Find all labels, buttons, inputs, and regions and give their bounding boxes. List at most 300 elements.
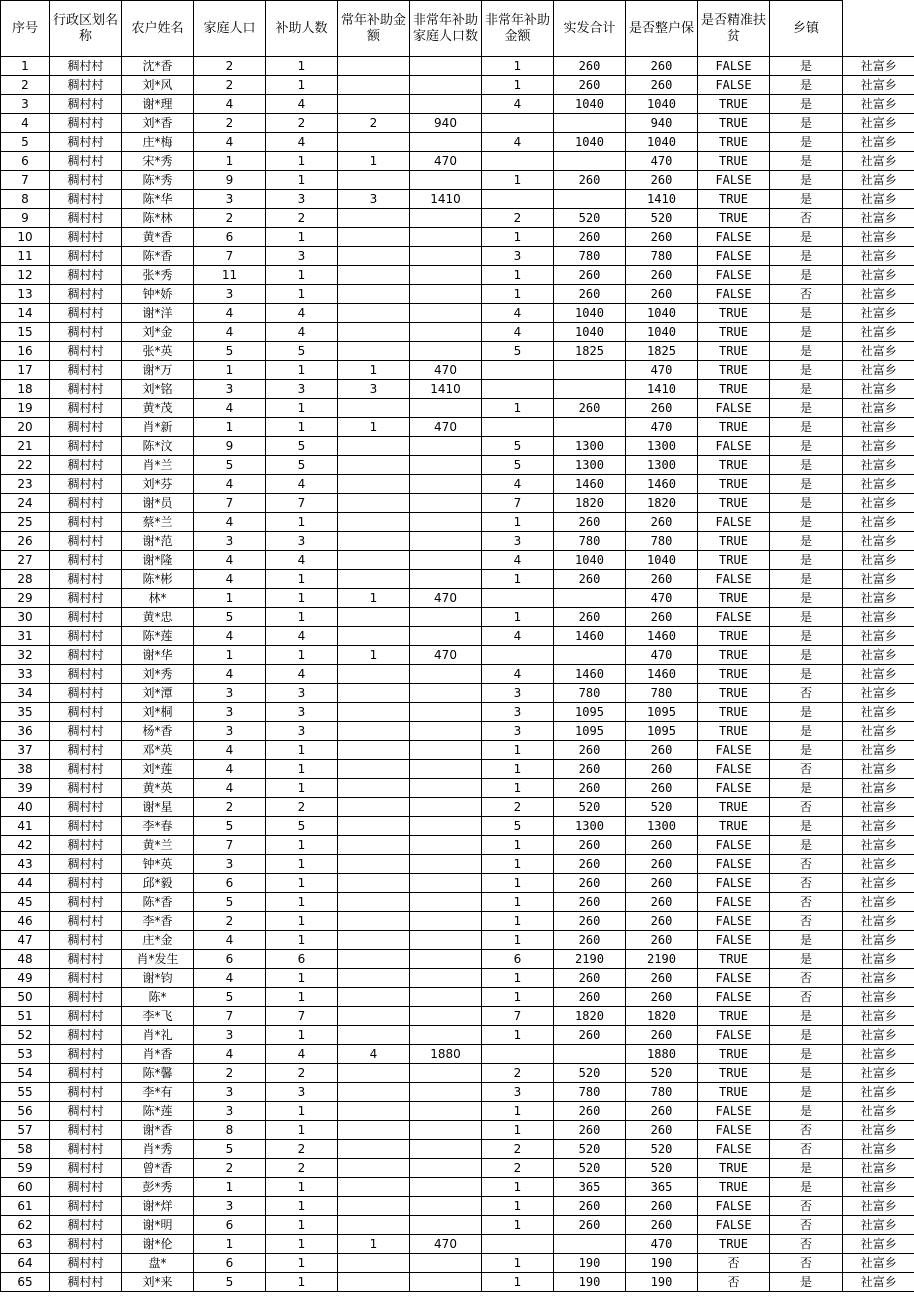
cell-precise-poverty[interactable]: TRUE: [698, 627, 770, 646]
cell-whole-household[interactable]: 260: [626, 171, 698, 190]
cell-subsidized-count[interactable]: 1: [266, 1273, 338, 1292]
cell-subsidized-count[interactable]: 1: [266, 779, 338, 798]
cell-precise-poverty[interactable]: TRUE: [698, 304, 770, 323]
cell-regular-amount[interactable]: [338, 893, 410, 912]
cell-regular-amount[interactable]: [338, 456, 410, 475]
cell-name[interactable]: 李*香: [122, 912, 194, 931]
cell-household-size[interactable]: 1: [194, 646, 266, 665]
cell-index[interactable]: 4: [1, 114, 50, 133]
cell-precise-poverty[interactable]: FALSE: [698, 931, 770, 950]
cell-name[interactable]: 宋*秀: [122, 152, 194, 171]
cell-subsidized-count[interactable]: 1: [266, 152, 338, 171]
cell-precise-poverty[interactable]: TRUE: [698, 133, 770, 152]
cell-irregular-amount[interactable]: 7: [482, 494, 554, 513]
cell-precise-poverty[interactable]: FALSE: [698, 874, 770, 893]
cell-regular-amount[interactable]: 1: [338, 589, 410, 608]
cell-township[interactable]: 是: [770, 133, 843, 152]
cell-name[interactable]: 张*英: [122, 342, 194, 361]
cell-irregular-amount[interactable]: 1: [482, 1178, 554, 1197]
cell-precise-poverty[interactable]: TRUE: [698, 665, 770, 684]
header-cell-township[interactable]: 乡镇: [770, 1, 843, 57]
cell-total-paid[interactable]: 1460: [554, 627, 626, 646]
cell-index[interactable]: 30: [1, 608, 50, 627]
cell-household-size[interactable]: 1: [194, 418, 266, 437]
cell-town[interactable]: 社富乡: [843, 380, 914, 399]
cell-total-paid[interactable]: 1095: [554, 722, 626, 741]
cell-region[interactable]: 稠村村: [50, 190, 122, 209]
cell-region[interactable]: 稠村村: [50, 912, 122, 931]
cell-whole-household[interactable]: 260: [626, 760, 698, 779]
cell-precise-poverty[interactable]: TRUE: [698, 817, 770, 836]
cell-whole-household[interactable]: 2190: [626, 950, 698, 969]
cell-subsidized-count[interactable]: 1: [266, 1197, 338, 1216]
cell-regular-amount[interactable]: [338, 912, 410, 931]
cell-regular-amount[interactable]: [338, 874, 410, 893]
cell-index[interactable]: 42: [1, 836, 50, 855]
cell-total-paid[interactable]: 260: [554, 893, 626, 912]
cell-irregular-amount[interactable]: 4: [482, 627, 554, 646]
cell-irregular-amount[interactable]: 1: [482, 969, 554, 988]
header-cell-empty[interactable]: [843, 1, 914, 57]
cell-irregular-amount[interactable]: 4: [482, 665, 554, 684]
cell-irregular-family-size[interactable]: [410, 304, 482, 323]
cell-region[interactable]: 稠村村: [50, 779, 122, 798]
cell-irregular-amount[interactable]: 4: [482, 323, 554, 342]
cell-regular-amount[interactable]: [338, 323, 410, 342]
cell-name[interactable]: 彭*秀: [122, 1178, 194, 1197]
cell-precise-poverty[interactable]: FALSE: [698, 76, 770, 95]
cell-township[interactable]: 是: [770, 323, 843, 342]
cell-subsidized-count[interactable]: 3: [266, 722, 338, 741]
cell-region[interactable]: 稠村村: [50, 418, 122, 437]
cell-whole-household[interactable]: 470: [626, 361, 698, 380]
cell-precise-poverty[interactable]: FALSE: [698, 285, 770, 304]
cell-subsidized-count[interactable]: 1: [266, 57, 338, 76]
cell-regular-amount[interactable]: [338, 437, 410, 456]
cell-regular-amount[interactable]: [338, 1140, 410, 1159]
cell-total-paid[interactable]: 1820: [554, 494, 626, 513]
cell-irregular-family-size[interactable]: [410, 760, 482, 779]
cell-household-size[interactable]: 4: [194, 399, 266, 418]
cell-name[interactable]: 肖*香: [122, 1045, 194, 1064]
cell-household-size[interactable]: 5: [194, 342, 266, 361]
cell-precise-poverty[interactable]: TRUE: [698, 1235, 770, 1254]
cell-regular-amount[interactable]: 1: [338, 152, 410, 171]
cell-index[interactable]: 20: [1, 418, 50, 437]
cell-name[interactable]: 钟*娇: [122, 285, 194, 304]
cell-township[interactable]: 是: [770, 456, 843, 475]
cell-subsidized-count[interactable]: 1: [266, 513, 338, 532]
cell-index[interactable]: 7: [1, 171, 50, 190]
cell-household-size[interactable]: 9: [194, 171, 266, 190]
cell-index[interactable]: 34: [1, 684, 50, 703]
cell-precise-poverty[interactable]: TRUE: [698, 418, 770, 437]
cell-name[interactable]: 黄*兰: [122, 836, 194, 855]
header-cell-total-paid[interactable]: 实发合计: [554, 1, 626, 57]
cell-index[interactable]: 63: [1, 1235, 50, 1254]
cell-name[interactable]: 谢*星: [122, 798, 194, 817]
cell-subsidized-count[interactable]: 1: [266, 570, 338, 589]
cell-index[interactable]: 17: [1, 361, 50, 380]
cell-household-size[interactable]: 5: [194, 988, 266, 1007]
cell-irregular-amount[interactable]: 1: [482, 1216, 554, 1235]
cell-irregular-amount[interactable]: 2: [482, 1140, 554, 1159]
cell-township[interactable]: 是: [770, 665, 843, 684]
cell-town[interactable]: 社富乡: [843, 209, 914, 228]
cell-irregular-amount[interactable]: 1: [482, 1273, 554, 1292]
cell-name[interactable]: 肖*秀: [122, 1140, 194, 1159]
cell-regular-amount[interactable]: [338, 57, 410, 76]
cell-household-size[interactable]: 3: [194, 1083, 266, 1102]
cell-subsidized-count[interactable]: 4: [266, 304, 338, 323]
cell-subsidized-count[interactable]: 6: [266, 950, 338, 969]
cell-irregular-family-size[interactable]: [410, 665, 482, 684]
cell-irregular-amount[interactable]: 1: [482, 1254, 554, 1273]
cell-subsidized-count[interactable]: 7: [266, 1007, 338, 1026]
cell-township[interactable]: 是: [770, 437, 843, 456]
cell-name[interactable]: 谢*伦: [122, 1235, 194, 1254]
cell-town[interactable]: 社富乡: [843, 627, 914, 646]
cell-irregular-amount[interactable]: 3: [482, 1083, 554, 1102]
cell-whole-household[interactable]: 780: [626, 1083, 698, 1102]
cell-regular-amount[interactable]: 1: [338, 1235, 410, 1254]
cell-name[interactable]: 盘*: [122, 1254, 194, 1273]
cell-regular-amount[interactable]: [338, 133, 410, 152]
cell-irregular-amount[interactable]: 1: [482, 1102, 554, 1121]
cell-total-paid[interactable]: [554, 190, 626, 209]
cell-total-paid[interactable]: [554, 380, 626, 399]
cell-whole-household[interactable]: 1825: [626, 342, 698, 361]
cell-irregular-family-size[interactable]: [410, 551, 482, 570]
cell-region[interactable]: 稠村村: [50, 760, 122, 779]
cell-precise-poverty[interactable]: TRUE: [698, 380, 770, 399]
cell-regular-amount[interactable]: [338, 532, 410, 551]
cell-township[interactable]: 是: [770, 380, 843, 399]
cell-name[interactable]: 陈*秀: [122, 171, 194, 190]
cell-precise-poverty[interactable]: FALSE: [698, 1197, 770, 1216]
cell-region[interactable]: 稠村村: [50, 76, 122, 95]
cell-township[interactable]: 否: [770, 1216, 843, 1235]
cell-regular-amount[interactable]: [338, 399, 410, 418]
cell-town[interactable]: 社富乡: [843, 1121, 914, 1140]
cell-whole-household[interactable]: 520: [626, 209, 698, 228]
cell-household-size[interactable]: 4: [194, 1045, 266, 1064]
cell-whole-household[interactable]: 260: [626, 608, 698, 627]
cell-precise-poverty[interactable]: TRUE: [698, 551, 770, 570]
cell-region[interactable]: 稠村村: [50, 475, 122, 494]
cell-subsidized-count[interactable]: 4: [266, 133, 338, 152]
cell-name[interactable]: 蔡*兰: [122, 513, 194, 532]
cell-irregular-family-size[interactable]: [410, 1197, 482, 1216]
cell-town[interactable]: 社富乡: [843, 513, 914, 532]
cell-regular-amount[interactable]: [338, 608, 410, 627]
cell-household-size[interactable]: 6: [194, 874, 266, 893]
cell-irregular-family-size[interactable]: [410, 988, 482, 1007]
cell-region[interactable]: 稠村村: [50, 1102, 122, 1121]
cell-town[interactable]: 社富乡: [843, 266, 914, 285]
cell-irregular-amount[interactable]: 1: [482, 608, 554, 627]
cell-household-size[interactable]: 4: [194, 779, 266, 798]
cell-region[interactable]: 稠村村: [50, 95, 122, 114]
cell-subsidized-count[interactable]: 2: [266, 114, 338, 133]
cell-region[interactable]: 稠村村: [50, 228, 122, 247]
cell-whole-household[interactable]: 1410: [626, 190, 698, 209]
cell-irregular-amount[interactable]: 1: [482, 741, 554, 760]
cell-total-paid[interactable]: 520: [554, 1064, 626, 1083]
cell-household-size[interactable]: 8: [194, 1121, 266, 1140]
cell-precise-poverty[interactable]: TRUE: [698, 1007, 770, 1026]
cell-region[interactable]: 稠村村: [50, 1045, 122, 1064]
cell-household-size[interactable]: 2: [194, 57, 266, 76]
cell-household-size[interactable]: 3: [194, 190, 266, 209]
cell-irregular-family-size[interactable]: [410, 532, 482, 551]
cell-township[interactable]: 否: [770, 1254, 843, 1273]
cell-index[interactable]: 32: [1, 646, 50, 665]
cell-irregular-amount[interactable]: 1: [482, 171, 554, 190]
cell-township[interactable]: 是: [770, 950, 843, 969]
cell-precise-poverty[interactable]: FALSE: [698, 969, 770, 988]
cell-index[interactable]: 12: [1, 266, 50, 285]
cell-total-paid[interactable]: 260: [554, 57, 626, 76]
cell-region[interactable]: 稠村村: [50, 684, 122, 703]
cell-region[interactable]: 稠村村: [50, 741, 122, 760]
cell-township[interactable]: 是: [770, 475, 843, 494]
cell-town[interactable]: 社富乡: [843, 589, 914, 608]
cell-subsidized-count[interactable]: 1: [266, 418, 338, 437]
cell-region[interactable]: 稠村村: [50, 513, 122, 532]
cell-irregular-family-size[interactable]: [410, 722, 482, 741]
cell-township[interactable]: 是: [770, 1064, 843, 1083]
cell-irregular-amount[interactable]: 3: [482, 532, 554, 551]
cell-irregular-amount[interactable]: 1: [482, 855, 554, 874]
cell-township[interactable]: 是: [770, 76, 843, 95]
cell-household-size[interactable]: 4: [194, 969, 266, 988]
cell-name[interactable]: 黄*英: [122, 779, 194, 798]
cell-precise-poverty[interactable]: FALSE: [698, 741, 770, 760]
cell-whole-household[interactable]: 1040: [626, 304, 698, 323]
cell-whole-household[interactable]: 260: [626, 76, 698, 95]
cell-name[interactable]: 庄*梅: [122, 133, 194, 152]
cell-town[interactable]: 社富乡: [843, 741, 914, 760]
cell-name[interactable]: 刘*金: [122, 323, 194, 342]
cell-whole-household[interactable]: 520: [626, 1140, 698, 1159]
cell-regular-amount[interactable]: [338, 627, 410, 646]
cell-whole-household[interactable]: 470: [626, 1235, 698, 1254]
cell-town[interactable]: 社富乡: [843, 608, 914, 627]
cell-subsidized-count[interactable]: 7: [266, 494, 338, 513]
cell-household-size[interactable]: 3: [194, 855, 266, 874]
cell-township[interactable]: 否: [770, 209, 843, 228]
cell-irregular-family-size[interactable]: 1410: [410, 190, 482, 209]
cell-name[interactable]: 陈*彬: [122, 570, 194, 589]
cell-index[interactable]: 49: [1, 969, 50, 988]
cell-irregular-amount[interactable]: 1: [482, 912, 554, 931]
cell-name[interactable]: 庄*金: [122, 931, 194, 950]
cell-total-paid[interactable]: 260: [554, 874, 626, 893]
cell-region[interactable]: 稠村村: [50, 399, 122, 418]
cell-precise-poverty[interactable]: FALSE: [698, 399, 770, 418]
cell-household-size[interactable]: 2: [194, 114, 266, 133]
cell-region[interactable]: 稠村村: [50, 551, 122, 570]
cell-total-paid[interactable]: 1300: [554, 456, 626, 475]
cell-region[interactable]: 稠村村: [50, 152, 122, 171]
cell-precise-poverty[interactable]: TRUE: [698, 589, 770, 608]
cell-whole-household[interactable]: 520: [626, 1064, 698, 1083]
cell-township[interactable]: 否: [770, 893, 843, 912]
cell-irregular-family-size[interactable]: 470: [410, 361, 482, 380]
cell-household-size[interactable]: 5: [194, 608, 266, 627]
cell-irregular-family-size[interactable]: [410, 1140, 482, 1159]
cell-index[interactable]: 46: [1, 912, 50, 931]
cell-town[interactable]: 社富乡: [843, 1045, 914, 1064]
cell-subsidized-count[interactable]: 4: [266, 95, 338, 114]
cell-total-paid[interactable]: 520: [554, 1140, 626, 1159]
cell-subsidized-count[interactable]: 4: [266, 323, 338, 342]
cell-whole-household[interactable]: 260: [626, 931, 698, 950]
cell-irregular-amount[interactable]: 5: [482, 817, 554, 836]
cell-irregular-amount[interactable]: 1: [482, 988, 554, 1007]
cell-regular-amount[interactable]: [338, 285, 410, 304]
cell-household-size[interactable]: 3: [194, 684, 266, 703]
cell-household-size[interactable]: 1: [194, 361, 266, 380]
cell-precise-poverty[interactable]: FALSE: [698, 988, 770, 1007]
cell-township[interactable]: 否: [770, 969, 843, 988]
cell-index[interactable]: 59: [1, 1159, 50, 1178]
cell-town[interactable]: 社富乡: [843, 95, 914, 114]
cell-town[interactable]: 社富乡: [843, 760, 914, 779]
cell-town[interactable]: 社富乡: [843, 836, 914, 855]
header-cell-index[interactable]: 序号: [1, 1, 50, 57]
cell-irregular-amount[interactable]: 1: [482, 76, 554, 95]
cell-index[interactable]: 8: [1, 190, 50, 209]
cell-subsidized-count[interactable]: 1: [266, 1121, 338, 1140]
cell-subsidized-count[interactable]: 5: [266, 456, 338, 475]
cell-irregular-amount[interactable]: 4: [482, 95, 554, 114]
cell-regular-amount[interactable]: [338, 1083, 410, 1102]
cell-town[interactable]: 社富乡: [843, 988, 914, 1007]
cell-township[interactable]: 否: [770, 1197, 843, 1216]
cell-town[interactable]: 社富乡: [843, 722, 914, 741]
cell-irregular-family-size[interactable]: [410, 1178, 482, 1197]
cell-irregular-amount[interactable]: 1: [482, 836, 554, 855]
cell-index[interactable]: 16: [1, 342, 50, 361]
cell-irregular-family-size[interactable]: [410, 209, 482, 228]
cell-township[interactable]: 是: [770, 646, 843, 665]
cell-whole-household[interactable]: 470: [626, 646, 698, 665]
cell-total-paid[interactable]: 260: [554, 779, 626, 798]
cell-township[interactable]: 是: [770, 817, 843, 836]
cell-whole-household[interactable]: 780: [626, 532, 698, 551]
cell-total-paid[interactable]: 780: [554, 532, 626, 551]
cell-township[interactable]: 是: [770, 114, 843, 133]
cell-town[interactable]: 社富乡: [843, 684, 914, 703]
cell-irregular-amount[interactable]: 5: [482, 437, 554, 456]
cell-household-size[interactable]: 2: [194, 912, 266, 931]
cell-household-size[interactable]: 9: [194, 437, 266, 456]
cell-town[interactable]: 社富乡: [843, 931, 914, 950]
cell-subsidized-count[interactable]: 5: [266, 437, 338, 456]
cell-index[interactable]: 57: [1, 1121, 50, 1140]
cell-region[interactable]: 稠村村: [50, 1007, 122, 1026]
cell-precise-poverty[interactable]: TRUE: [698, 475, 770, 494]
cell-region[interactable]: 稠村村: [50, 931, 122, 950]
cell-total-paid[interactable]: 260: [554, 1026, 626, 1045]
cell-household-size[interactable]: 5: [194, 456, 266, 475]
cell-name[interactable]: 刘*芬: [122, 475, 194, 494]
cell-index[interactable]: 56: [1, 1102, 50, 1121]
cell-regular-amount[interactable]: 4: [338, 1045, 410, 1064]
cell-whole-household[interactable]: 520: [626, 1159, 698, 1178]
cell-total-paid[interactable]: [554, 1235, 626, 1254]
cell-regular-amount[interactable]: [338, 779, 410, 798]
cell-township[interactable]: 是: [770, 342, 843, 361]
cell-region[interactable]: 稠村村: [50, 247, 122, 266]
cell-town[interactable]: 社富乡: [843, 494, 914, 513]
cell-region[interactable]: 稠村村: [50, 304, 122, 323]
cell-township[interactable]: 是: [770, 1102, 843, 1121]
cell-regular-amount[interactable]: [338, 1159, 410, 1178]
cell-irregular-family-size[interactable]: 470: [410, 152, 482, 171]
cell-town[interactable]: 社富乡: [843, 1026, 914, 1045]
cell-subsidized-count[interactable]: 2: [266, 209, 338, 228]
cell-irregular-amount[interactable]: 1: [482, 1121, 554, 1140]
cell-name[interactable]: 谢*烊: [122, 1197, 194, 1216]
cell-total-paid[interactable]: 780: [554, 684, 626, 703]
cell-household-size[interactable]: 5: [194, 817, 266, 836]
cell-index[interactable]: 44: [1, 874, 50, 893]
cell-name[interactable]: 钟*英: [122, 855, 194, 874]
cell-index[interactable]: 27: [1, 551, 50, 570]
cell-whole-household[interactable]: 190: [626, 1254, 698, 1273]
cell-region[interactable]: 稠村村: [50, 722, 122, 741]
cell-precise-poverty[interactable]: FALSE: [698, 1140, 770, 1159]
cell-name[interactable]: 谢*员: [122, 494, 194, 513]
cell-total-paid[interactable]: 260: [554, 1216, 626, 1235]
cell-total-paid[interactable]: [554, 361, 626, 380]
cell-index[interactable]: 23: [1, 475, 50, 494]
cell-subsidized-count[interactable]: 1: [266, 741, 338, 760]
cell-total-paid[interactable]: 520: [554, 209, 626, 228]
cell-town[interactable]: 社富乡: [843, 342, 914, 361]
cell-irregular-family-size[interactable]: [410, 95, 482, 114]
cell-total-paid[interactable]: 1820: [554, 1007, 626, 1026]
cell-region[interactable]: 稠村村: [50, 1026, 122, 1045]
cell-subsidized-count[interactable]: 1: [266, 1216, 338, 1235]
cell-household-size[interactable]: 5: [194, 893, 266, 912]
cell-index[interactable]: 15: [1, 323, 50, 342]
cell-irregular-family-size[interactable]: [410, 228, 482, 247]
cell-name[interactable]: 陈*莲: [122, 1102, 194, 1121]
cell-index[interactable]: 5: [1, 133, 50, 152]
cell-township[interactable]: 否: [770, 1140, 843, 1159]
cell-irregular-amount[interactable]: 5: [482, 456, 554, 475]
cell-subsidized-count[interactable]: 1: [266, 874, 338, 893]
cell-index[interactable]: 40: [1, 798, 50, 817]
cell-whole-household[interactable]: 940: [626, 114, 698, 133]
cell-regular-amount[interactable]: [338, 1178, 410, 1197]
cell-irregular-amount[interactable]: 1: [482, 931, 554, 950]
cell-town[interactable]: 社富乡: [843, 456, 914, 475]
cell-subsidized-count[interactable]: 1: [266, 1254, 338, 1273]
cell-total-paid[interactable]: 260: [554, 1102, 626, 1121]
cell-irregular-family-size[interactable]: [410, 1273, 482, 1292]
cell-irregular-amount[interactable]: 1: [482, 760, 554, 779]
cell-town[interactable]: 社富乡: [843, 1007, 914, 1026]
cell-town[interactable]: 社富乡: [843, 437, 914, 456]
cell-household-size[interactable]: 2: [194, 209, 266, 228]
cell-township[interactable]: 是: [770, 190, 843, 209]
cell-irregular-family-size[interactable]: [410, 1083, 482, 1102]
